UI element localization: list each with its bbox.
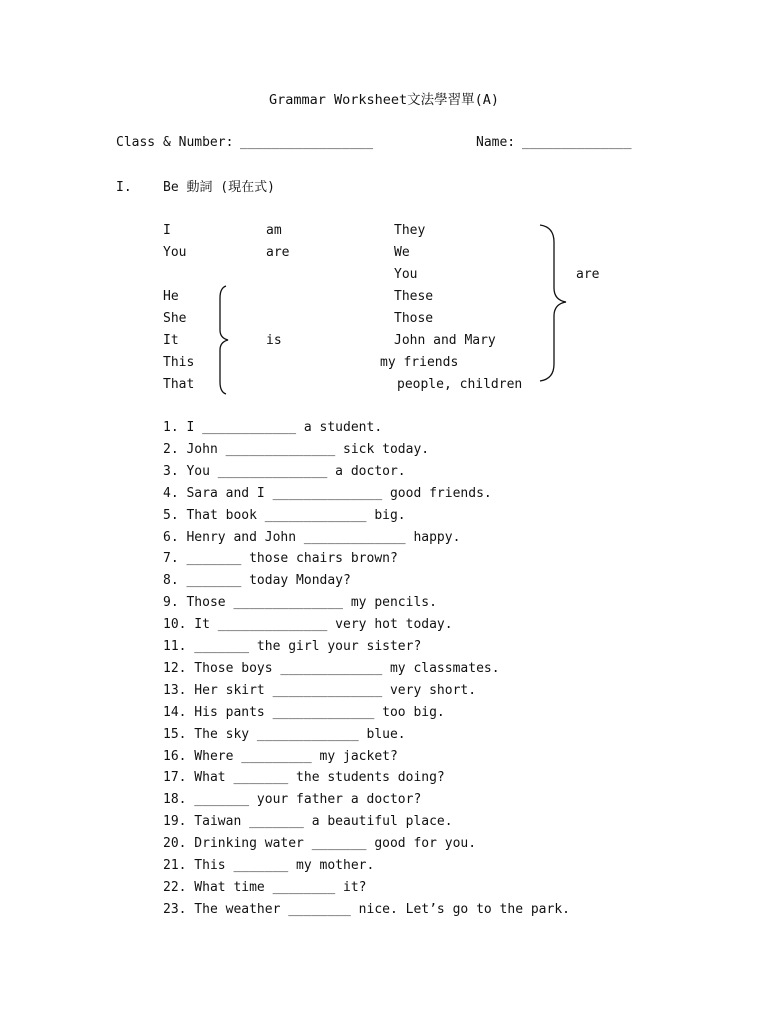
- question-1[interactable]: 1. I ____________ a student.: [163, 420, 383, 435]
- pronoun-that: That: [163, 377, 195, 392]
- question-5[interactable]: 5. That book _____________ big.: [163, 507, 406, 523]
- question-23[interactable]: 23. The weather ________ nice. Let’s go to the park.: [163, 901, 570, 917]
- question-18[interactable]: 18. _______ your father a doctor?: [163, 792, 422, 808]
- class-number-blank[interactable]: _________________: [240, 135, 374, 150]
- section-heading: Be 動詞 (現在式): [163, 180, 275, 195]
- verb-are: are: [266, 245, 290, 260]
- question-8[interactable]: 8. _______ today Monday?: [163, 573, 351, 589]
- subject-we: We: [394, 245, 410, 260]
- question-2[interactable]: 2. John ______________ sick today.: [163, 441, 430, 457]
- question-15[interactable]: 15. The sky _____________ blue.: [163, 726, 406, 742]
- question-17[interactable]: 17. What _______ the students doing?: [163, 770, 445, 786]
- verb-are-plural: are: [576, 267, 600, 282]
- left-curly-bracket: [216, 284, 236, 396]
- pronoun-she: She: [163, 311, 187, 326]
- verb-is: is: [266, 333, 282, 348]
- question-10[interactable]: 10. It ______________ very hot today.: [163, 617, 453, 633]
- question-9[interactable]: 9. Those ______________ my pencils.: [163, 595, 437, 611]
- section-numeral: I.: [116, 180, 132, 195]
- question-21[interactable]: 21. This _______ my mother.: [163, 858, 375, 873]
- pronoun-it: It: [163, 333, 179, 348]
- name-label: Name:: [476, 135, 516, 150]
- question-20[interactable]: 20. Drinking water _______ good for you.: [163, 836, 477, 852]
- subject-john-and-mary: John and Mary: [394, 333, 496, 348]
- pronoun-you: You: [163, 245, 187, 260]
- subject-these: These: [394, 289, 434, 304]
- worksheet-title: Grammar Worksheet文法學習單(A): [268, 92, 500, 108]
- pronoun-this: This: [163, 355, 195, 370]
- pronoun-i: I: [163, 223, 171, 238]
- subject-my-friends: my friends: [380, 355, 459, 370]
- question-16[interactable]: 16. Where _________ my jacket?: [163, 748, 398, 764]
- question-22[interactable]: 22. What time ________ it?: [163, 879, 367, 895]
- verb-am: am: [266, 223, 282, 238]
- question-12[interactable]: 12. Those boys _____________ my classmates.: [163, 660, 500, 676]
- question-14[interactable]: 14. His pants _____________ too big.: [163, 704, 445, 720]
- question-13[interactable]: 13. Her skirt ______________ very short.: [163, 682, 477, 698]
- question-4[interactable]: 4. Sara and I ______________ good friends.: [163, 485, 492, 501]
- question-19[interactable]: 19. Taiwan _______ a beautiful place.: [163, 814, 453, 830]
- name-blank[interactable]: ______________: [522, 135, 632, 150]
- question-11[interactable]: 11. _______ the girl your sister?: [163, 639, 422, 654]
- pronoun-he: He: [163, 289, 179, 304]
- subject-they: They: [394, 223, 426, 238]
- question-3[interactable]: 3. You ______________ a doctor.: [163, 463, 406, 479]
- subject-you: You: [394, 267, 418, 282]
- subject-people-children: people, children: [397, 377, 523, 392]
- class-number-label: Class & Number:: [116, 135, 234, 150]
- question-6[interactable]: 6. Henry and John _____________ happy.: [163, 529, 461, 545]
- question-7[interactable]: 7. _______ those chairs brown?: [163, 551, 398, 567]
- right-curly-bracket: [536, 222, 572, 384]
- subject-those: Those: [394, 311, 434, 326]
